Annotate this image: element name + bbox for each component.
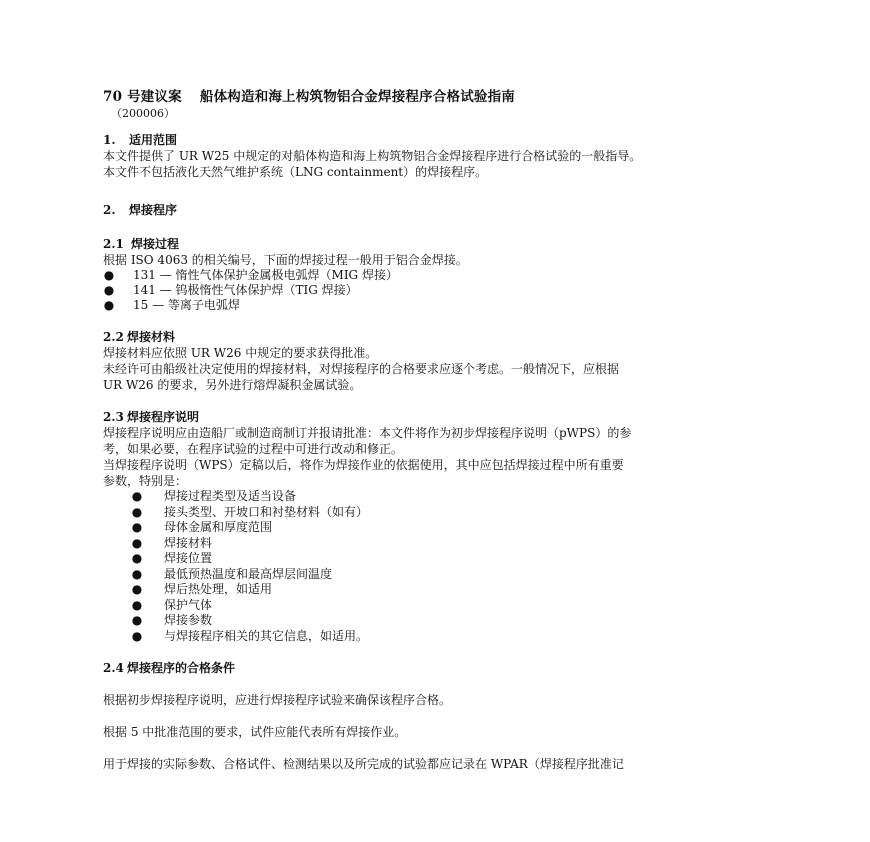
list-item-text: 母体金属和厚度范围 [164,520,273,534]
document-page [103,88,783,772]
title-text: 船体构造和海上构筑物铝合金焊接程序合格试验指南 [199,89,515,105]
bullet-icon: ● [131,504,143,519]
section-title: 适用范围 [129,133,178,147]
paragraph: 当焊接程序说明（WPS）定稿以后，将作为焊接作业的依据使用，其中应包括焊接过程中所有重要 [103,458,624,472]
bullet-icon: ● [131,597,143,612]
list-item [103,598,783,614]
section-heading-2-1 [103,236,783,252]
section-heading-2 [103,202,783,218]
section-heading-2-3 [103,409,783,425]
paragraph: 参数，特别是： [103,474,188,488]
bullet-icon: ● [103,283,115,297]
document-number: （200006） [111,107,175,120]
list-item-text: 焊后热处理，如适用 [164,582,273,596]
bullet-icon: ● [131,520,143,534]
section-heading-1 [103,132,783,148]
welding-process-list [103,268,783,313]
list-item-text: 焊接材料 [164,535,213,550]
list-item [103,520,783,536]
section-heading-2-4 [103,660,783,676]
bullet-icon: ● [131,535,143,550]
list-item-text: 141 — 钨极惰性气体保护焊（TIG 焊接） [133,283,358,297]
document-title [103,88,783,106]
bullet-icon: ● [131,613,143,627]
bullet-icon: ● [131,566,143,581]
section-number: 2. [103,203,116,217]
paragraph: 本文件提供了 UR W25 中规定的对船体构造和海上构筑物铝合金焊接程序进行合格试验的一般指导。 [103,149,642,163]
list-item-text: 焊接位置 [164,551,213,565]
bullet-icon: ● [131,489,143,503]
title-number: 70 号建议案 [103,89,182,105]
paragraph: 根据初步焊接程序说明，应进行焊接程序试验来确保该程序合格。 [103,693,452,707]
list-item-text: 131 — 惰性气体保护金属极电弧焊（MIG 焊接） [133,268,398,282]
list-item-text: 保护气体 [164,597,213,612]
section-heading-2-2 [103,329,783,345]
wps-parameter-list [103,489,783,644]
list-item [103,268,783,283]
list-item [103,629,783,645]
list-item [103,567,783,583]
list-item [103,283,783,298]
paragraph: 考，如果必要，在程序试验的过程中可进行改动和修正。 [103,442,404,456]
list-item-text: 焊接参数 [164,613,213,627]
section-title: 焊接程序说明 [127,410,200,424]
list-item-text: 接头类型、开坡口和衬垫材料（如有） [164,504,369,519]
section-title: 焊接程序的合格条件 [127,661,236,675]
bullet-icon: ● [131,628,143,643]
paragraph: 未经许可由船级社决定使用的焊接材料，对焊接程序的合格要求应逐个考虑。一般情况下，应根据 [103,362,620,376]
section-title: 焊接程序 [129,203,178,217]
section-number: 2.2 [103,330,124,344]
section-number: 1. [103,133,116,147]
bullet-icon: ● [131,551,143,565]
paragraph: UR W26 的要求，另外进行熔焊凝积金属试验。 [103,378,362,392]
bullet-icon: ● [103,298,115,312]
bullet-icon: ● [103,268,115,282]
list-item [103,536,783,552]
list-item [103,613,783,629]
list-item [103,582,783,598]
paragraph: 根据 5 中批准范围的要求，试件应能代表所有焊接作业。 [103,725,407,739]
paragraph: 焊接材料应依照 UR W26 中规定的要求获得批准。 [103,346,378,360]
paragraph: 根据 ISO 4063 的相关编号，下面的焊接过程一般用于铝合金焊接。 [103,253,468,267]
section-title: 焊接过程 [131,237,180,251]
paragraph: 焊接程序说明应由造船厂或制造商制订并报请批准：本文件将作为初步焊接程序说明（pWPS）的参 [103,426,632,440]
list-item-text: 15 — 等离子电弧焊 [133,298,240,312]
paragraph: 本文件不包括液化天然气维护系统（LNG containment）的焊接程序。 [103,165,488,179]
list-item [103,551,783,567]
section-number: 2.4 [103,661,124,675]
list-item [103,298,783,313]
list-item-text: 焊接过程类型及适当设备 [164,489,297,503]
bullet-icon: ● [131,582,143,596]
list-item [103,489,783,505]
section-title: 焊接材料 [127,330,176,344]
list-item [103,505,783,521]
section-number: 2.1 [103,237,124,251]
paragraph: 用于焊接的实际参数、合格试件、检测结果以及所完成的试验都应记录在 WPAR（焊接程序批准记 [103,757,624,771]
list-item-text: 与焊接程序相关的其它信息，如适用。 [164,628,369,643]
section-number: 2.3 [103,410,124,424]
list-item-text: 最低预热温度和最高焊层间温度 [164,566,333,581]
